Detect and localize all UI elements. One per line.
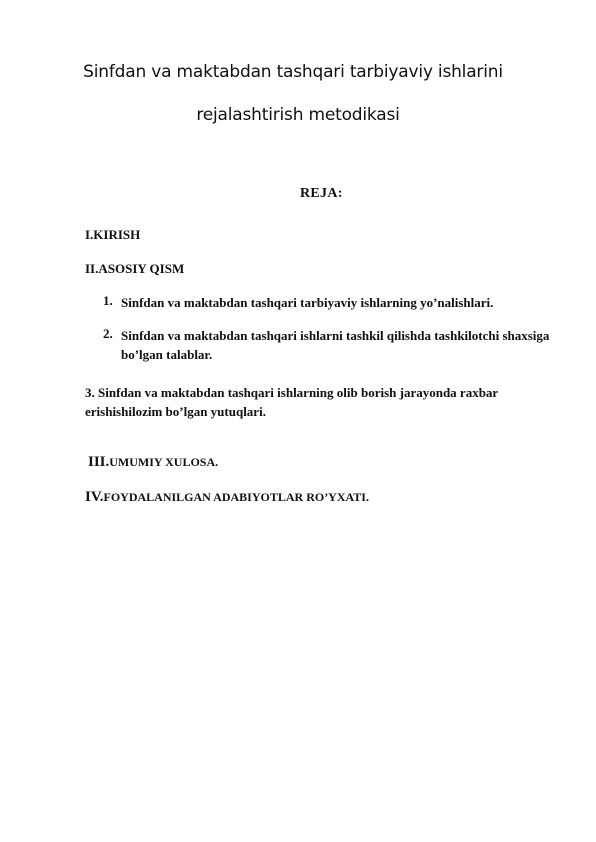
section-title: FOYDALANILGAN ADABIYOTLAR RO’YXATI. bbox=[103, 490, 369, 504]
section-roman-numeral: III. bbox=[88, 454, 110, 470]
document-title-line-2: rejalashtirish metodikasi bbox=[196, 105, 400, 125]
plan-heading: REJA: bbox=[300, 186, 343, 201]
list-item-text: Sinfdan va maktabdan tashqari ishlarni tashkil qilishda tashkilotchi shaxsiga bo’lgan talablar. bbox=[121, 328, 550, 362]
list-item-number: 1. bbox=[103, 293, 113, 308]
document-title-line-1: Sinfdan va maktabdan tashqari tarbiyaviy ishlarini bbox=[83, 62, 503, 82]
list-item-3-paragraph: 3. Sinfdan va maktabdan tashqari ishlarning olib borish jarayonda raxbar erishishilozim bo’lgan yutuqlari. bbox=[85, 385, 498, 419]
section-title: UMUMIY XULOSA. bbox=[109, 455, 219, 469]
list-item-text: Sinfdan va maktabdan tashqari tarbiyaviy ishlarning yo’nalishlari. bbox=[121, 295, 494, 310]
outline-section-references bbox=[85, 488, 369, 506]
outline-section-introduction: I.KIRISH bbox=[85, 227, 141, 242]
section-roman-numeral: IV. bbox=[85, 489, 104, 505]
outline-section-main-part: II.ASOSIY QISM bbox=[85, 261, 185, 276]
outline-section-conclusion bbox=[88, 453, 218, 471]
list-item-number: 2. bbox=[103, 326, 113, 341]
